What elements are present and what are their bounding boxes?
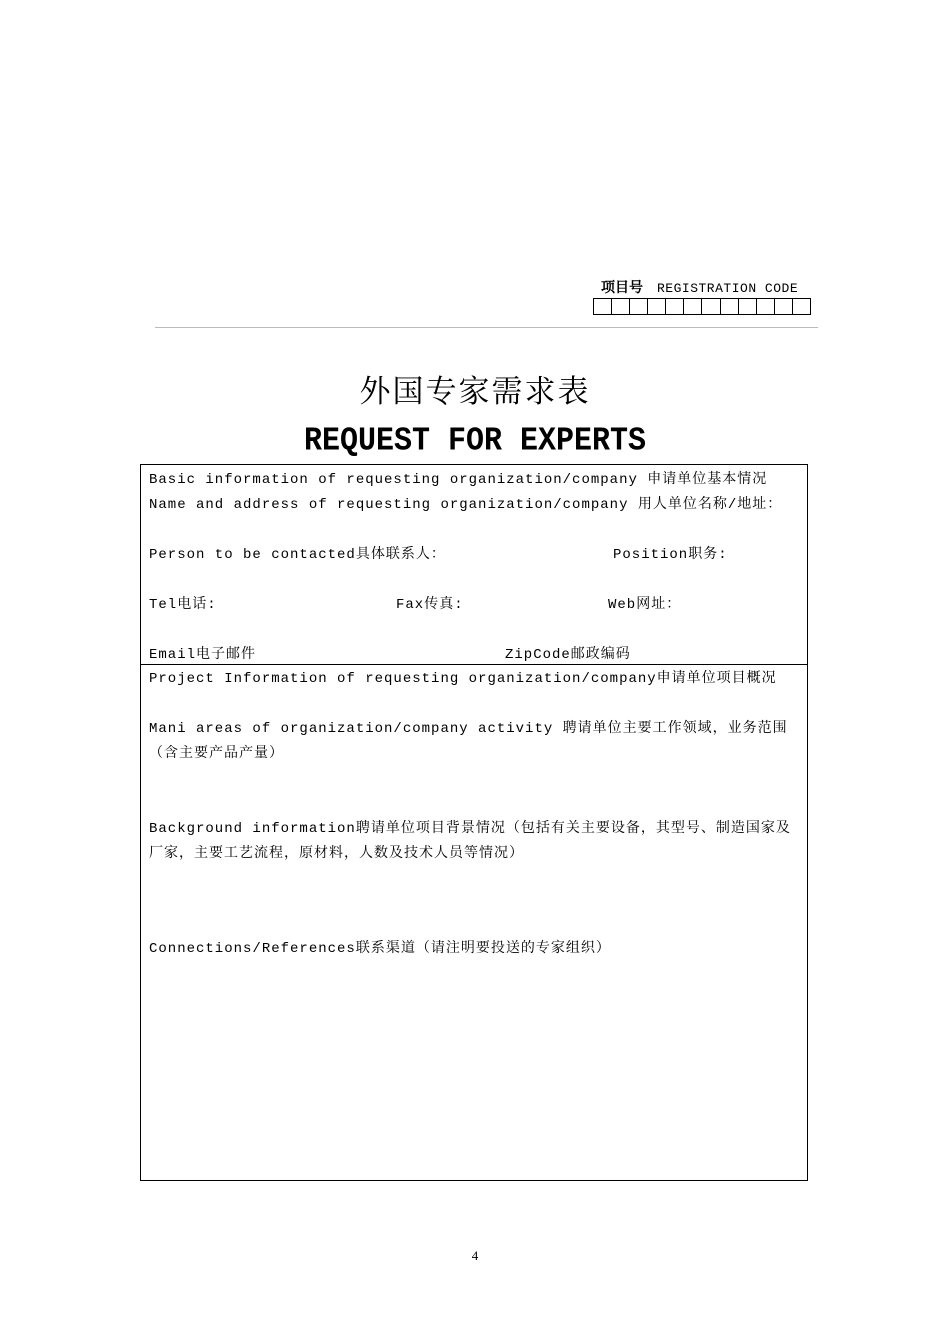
registration-code-box[interactable] [666, 299, 684, 314]
position-field[interactable]: Position职务: [613, 547, 728, 563]
background-info-field[interactable]: Background information聘请单位项目背景情况（包括有关主要设备，其型号、制造国家及厂家，主要工艺流程，原材料，人数及技术人员等情况） [149, 821, 791, 862]
email-field[interactable]: Email电子邮件 [149, 647, 257, 663]
email-zip-row [149, 643, 799, 668]
registration-code-box[interactable] [775, 299, 793, 314]
project-info-section [141, 665, 807, 1180]
activity-areas-field[interactable]: Mani areas of organization/company activity 聘请单位主要工作领域，业务范围（含主要产品产量） [149, 721, 788, 762]
page-title-cn: 外国专家需求表 [359, 374, 591, 410]
web-field[interactable]: Web网址： [608, 597, 682, 613]
tel-field[interactable]: Tel电话: [149, 597, 217, 613]
registration-code-box[interactable] [757, 299, 775, 314]
registration-code-box[interactable] [702, 299, 720, 314]
registration-code-box[interactable] [612, 299, 630, 314]
name-address-field[interactable]: Name and address of requesting organization/company 用人单位名称/地址： [149, 497, 783, 513]
registration-code-box[interactable] [684, 299, 702, 314]
registration-label-en: REGISTRATION CODE [657, 281, 799, 296]
registration-code-boxes[interactable] [593, 298, 811, 315]
registration-code-label [593, 278, 811, 298]
header-divider [155, 327, 818, 328]
project-info-heading: Project Information of requesting organization/company申请单位项目概况 [149, 671, 777, 687]
basic-info-heading: Basic information of requesting organization/company 申请单位基本情况 [149, 472, 768, 488]
registration-code-box[interactable] [793, 299, 810, 314]
registration-label-cn: 项目号 [601, 280, 643, 296]
page-title-en: REQUEST FOR EXPERTS [303, 423, 647, 461]
registration-code-box[interactable] [648, 299, 666, 314]
registration-code-box[interactable] [594, 299, 612, 314]
fax-field[interactable]: Fax传真: [396, 597, 464, 613]
tel-fax-web-row [149, 593, 799, 618]
registration-code-box[interactable] [630, 299, 648, 314]
connections-field[interactable]: Connections/References联系渠道（请注明要投送的专家组织） [149, 941, 611, 957]
contact-person-field[interactable]: Person to be contacted具体联系人： [149, 547, 446, 563]
contact-row [149, 543, 799, 568]
registration-code-box[interactable] [721, 299, 739, 314]
zipcode-field[interactable]: ZipCode邮政编码 [505, 647, 631, 663]
basic-info-section [141, 465, 807, 665]
registration-code-block [593, 278, 811, 315]
registration-code-box[interactable] [739, 299, 757, 314]
page-number: 4 [471, 1248, 479, 1263]
request-form [140, 464, 808, 1181]
